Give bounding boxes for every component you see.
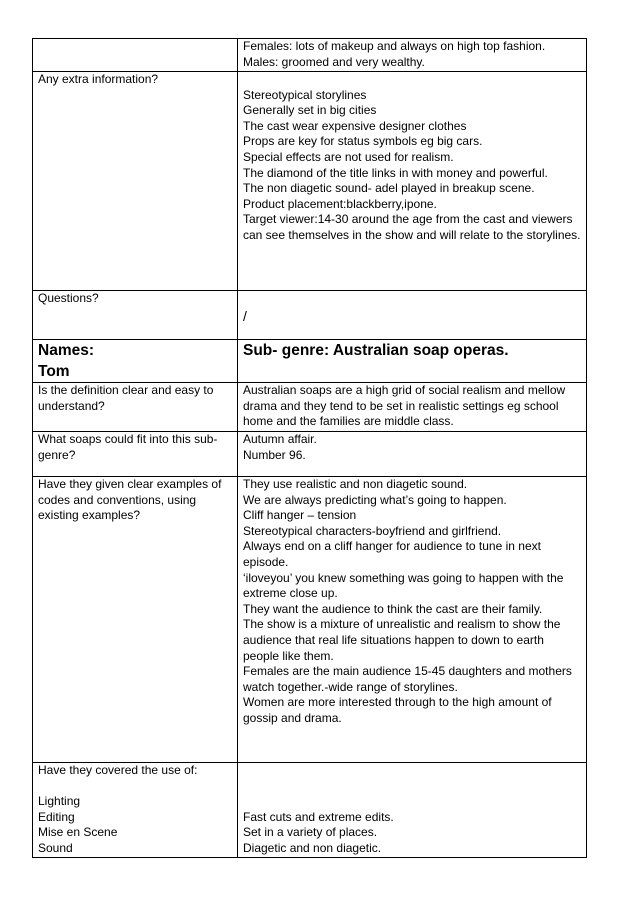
right-cell xyxy=(238,477,587,763)
right-cell xyxy=(238,383,587,432)
text-line: Females are the main audience 15-45 daughters and mothers watch together.-wide range of storylines. xyxy=(243,664,572,694)
text-line: Cliff hanger – tension xyxy=(243,508,357,523)
table-row xyxy=(33,39,587,72)
text-line: Fast cuts and extreme edits. xyxy=(243,809,394,824)
text-line: The cast wear expensive designer clothes xyxy=(243,118,467,133)
left-cell xyxy=(33,383,238,432)
left-cell xyxy=(33,291,238,340)
question-label: Have they given clear examples of codes and conventions, using existing examples? xyxy=(38,477,222,523)
text-line: The diamond of the title links in with money and powerful. xyxy=(243,165,548,180)
text-line: Diagetic and non diagetic. xyxy=(243,840,382,855)
left-cell xyxy=(33,340,238,383)
question-label: Have they covered the use of: xyxy=(38,763,198,777)
table-row xyxy=(33,383,587,432)
text-line: Special effects are not used for realism. xyxy=(243,149,454,164)
answer-text: / xyxy=(243,307,247,324)
text-line: Props are key for status symbols eg big cars. xyxy=(243,134,483,149)
text-line: They use realistic and non diagetic sound. xyxy=(243,477,468,491)
table-row xyxy=(33,291,587,340)
list-item: Mise en Scene xyxy=(38,825,118,840)
text-line: Set in a variety of places. xyxy=(243,825,378,840)
question-label: Is the definition clear and easy to understand? xyxy=(38,383,214,413)
review-table xyxy=(32,38,587,858)
right-cell xyxy=(238,340,587,383)
left-cell xyxy=(33,72,238,291)
text-line: Stereotypical characters-boyfriend and girlfriend. xyxy=(243,523,502,538)
left-cell xyxy=(33,477,238,763)
table-row xyxy=(33,763,587,858)
right-cell xyxy=(238,72,587,291)
right-cell xyxy=(238,763,587,858)
text-line: Females: lots of makeup and always on high top fashion. xyxy=(243,39,546,53)
text-line: We are always predicting what’s going to happen. xyxy=(243,492,507,507)
text-line: Number 96. xyxy=(243,447,306,462)
right-cell xyxy=(238,291,587,340)
question-label: What soaps could fit into this sub-genre? xyxy=(38,432,218,462)
text-line: Males: groomed and very wealthy. xyxy=(243,54,425,69)
table-row xyxy=(33,432,587,477)
list-item: Sound xyxy=(38,840,73,855)
question-label: Questions? xyxy=(38,291,99,305)
question-label: Any extra information? xyxy=(38,72,159,86)
text-line: Autumn affair. xyxy=(243,432,317,446)
text-line: The show is a mixture of unrealistic and realism to show the audience that real life situations happen to down to earth people like them. xyxy=(243,617,561,663)
text-line: Stereotypical storylines xyxy=(243,87,367,102)
right-cell xyxy=(238,39,587,72)
names-label: Names: xyxy=(38,342,94,359)
text-line: They want the audience to think the cast are their family. xyxy=(243,601,543,616)
sub-genre-heading: Sub- genre: Australian soap operas. xyxy=(243,342,509,359)
right-cell xyxy=(238,432,587,477)
text-line: Product placement:blackberry,ipone. xyxy=(243,196,437,211)
table-row xyxy=(33,477,587,763)
answer-text: Australian soaps are a high grid of social realism and mellow drama and they tend to be set in realistic settings eg school home and the families are middle class. xyxy=(243,383,566,429)
text-line: The non diagetic sound- adel played in breakup scene. xyxy=(243,181,535,196)
table-row xyxy=(33,340,587,383)
list-item: Lighting xyxy=(38,794,81,809)
left-cell xyxy=(33,432,238,477)
table-row xyxy=(33,72,587,291)
text-line: ‘iloveyou’ you knew something was going to happen with the extreme close up. xyxy=(243,570,564,601)
student-name: Tom xyxy=(38,363,70,380)
text-line: Target viewer:14-30 around the age from the cast and viewers can see themselves in the show and will relate to the storylines. xyxy=(243,212,581,242)
left-cell xyxy=(33,763,238,858)
left-cell xyxy=(33,39,238,72)
text-line: Women are more interested through to the high amount of gossip and drama. xyxy=(243,695,552,725)
text-line: Generally set in big cities xyxy=(243,103,377,118)
list-item: Editing xyxy=(38,809,75,824)
text-line: Always end on a cliff hanger for audience to tune in next episode. xyxy=(243,539,541,569)
